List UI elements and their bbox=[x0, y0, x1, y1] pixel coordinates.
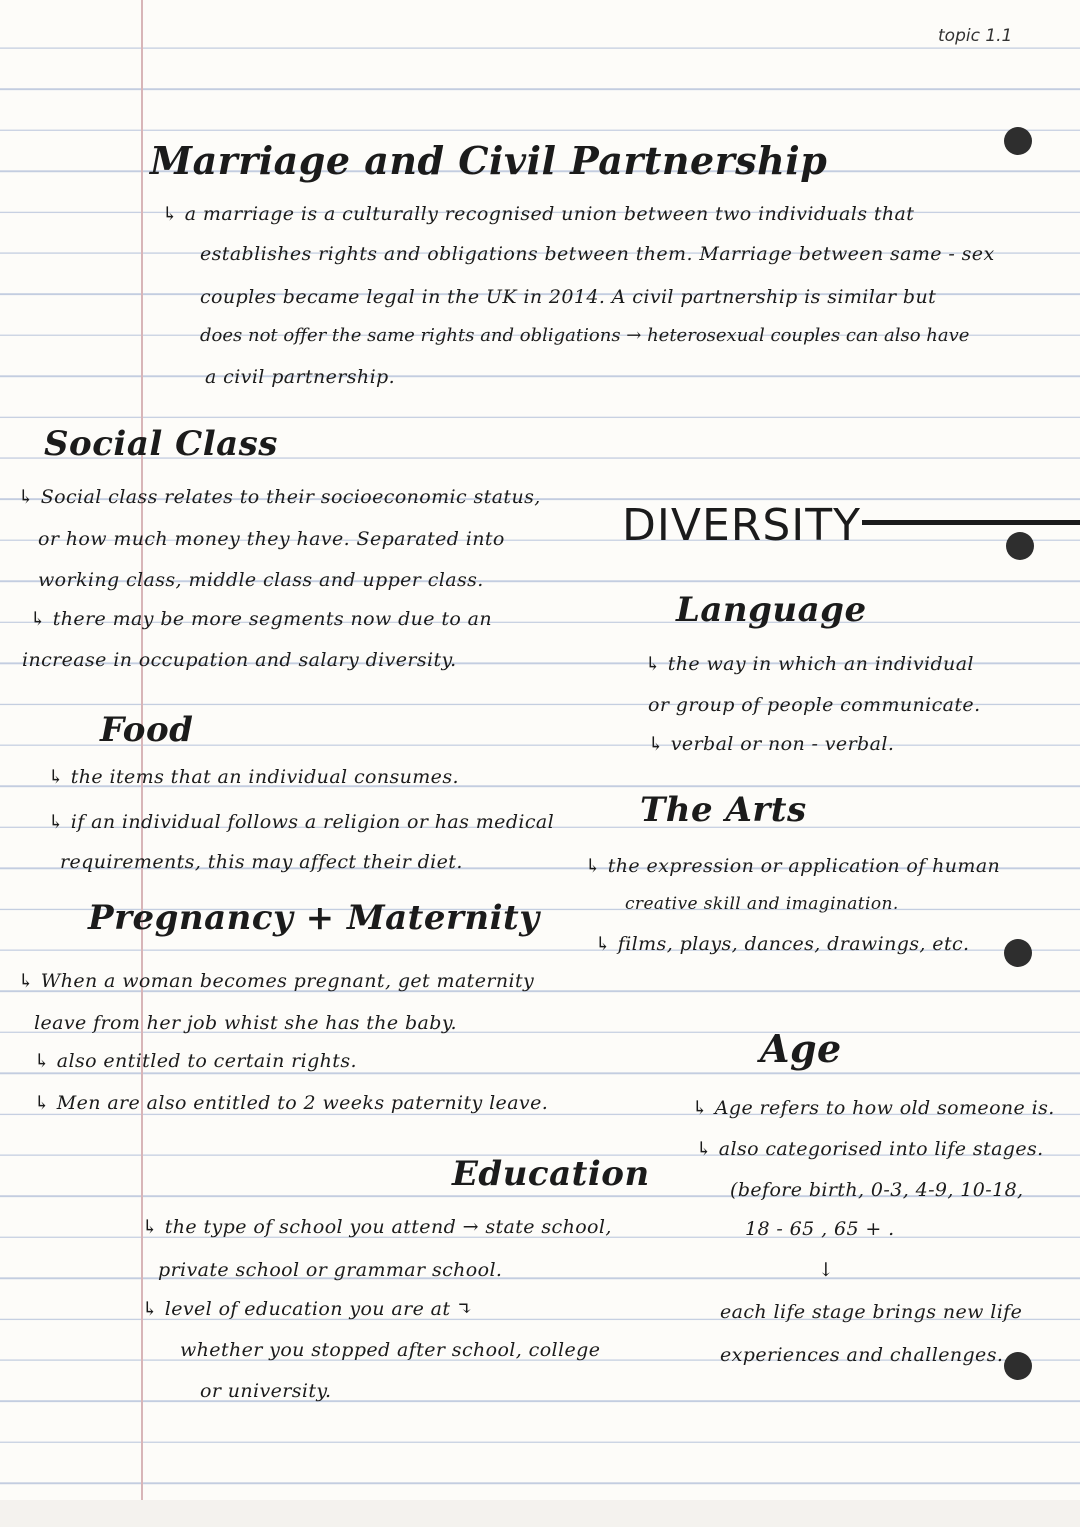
food-line: requirements, this may affect their diet. bbox=[60, 851, 463, 873]
page-bottom-edge bbox=[0, 1500, 1080, 1527]
marriage-line: ↳ a marriage is a culturally recognised union between two individuals that bbox=[162, 203, 915, 225]
diversity-title: DIVERSITY bbox=[622, 500, 861, 551]
punch-hole-icon bbox=[1006, 532, 1034, 560]
age-heading: Age bbox=[760, 1026, 842, 1071]
food-line: ↳ if an individual follows a religion or has medical bbox=[48, 811, 555, 833]
the-arts-line: creative skill and imagination. bbox=[625, 894, 899, 914]
marriage-line: establishes rights and obligations between them. Marriage between same - sex bbox=[200, 243, 995, 265]
social-class-heading: Social Class bbox=[44, 424, 278, 464]
down-arrow-icon: ↓ bbox=[818, 1259, 835, 1281]
age-line: experiences and challenges. bbox=[720, 1344, 1004, 1366]
marriage-line: couples became legal in the UK in 2014. A civil partnership is similar but bbox=[200, 286, 937, 308]
food-line: ↳ the items that an individual consumes. bbox=[48, 766, 459, 788]
food-heading: Food bbox=[100, 710, 194, 750]
language-line: or group of people communicate. bbox=[648, 694, 981, 716]
age-line: ↳ Age refers to how old someone is. bbox=[692, 1097, 1055, 1119]
age-line: 18 - 65 , 65 + . bbox=[745, 1218, 895, 1240]
education-line: whether you stopped after school, college bbox=[180, 1339, 601, 1361]
punch-hole-icon bbox=[1004, 127, 1032, 155]
margin-line bbox=[141, 0, 143, 1500]
language-line: ↳ the way in which an individual bbox=[645, 653, 974, 675]
diversity-rule bbox=[862, 520, 1080, 525]
topic-label: topic 1.1 bbox=[938, 26, 1013, 46]
punch-hole-icon bbox=[1004, 1352, 1032, 1380]
social-class-line: ↳ Social class relates to their socioeconomic status, bbox=[18, 486, 541, 508]
the-arts-line: ↳ films, plays, dances, drawings, etc. bbox=[595, 933, 970, 955]
pregnancy-heading: Pregnancy + Maternity bbox=[88, 898, 540, 938]
age-line: ↳ also categorised into life stages. bbox=[696, 1138, 1044, 1160]
marriage-line: a civil partnership. bbox=[205, 366, 396, 388]
marriage-heading: Marriage and Civil Partnership bbox=[150, 138, 828, 183]
language-line: ↳ verbal or non - verbal. bbox=[648, 733, 895, 755]
pregnancy-line: leave from her job whist she has the baby. bbox=[34, 1012, 457, 1034]
pregnancy-line: ↳ Men are also entitled to 2 weeks paternity leave. bbox=[34, 1092, 549, 1114]
pregnancy-line: ↳ When a woman becomes pregnant, get maternity bbox=[18, 970, 535, 992]
language-heading: Language bbox=[676, 590, 867, 630]
education-line: or university. bbox=[200, 1380, 332, 1402]
the-arts-line: ↳ the expression or application of human bbox=[585, 855, 1001, 877]
social-class-line: working class, middle class and upper class. bbox=[38, 569, 484, 591]
punch-hole-icon bbox=[1004, 939, 1032, 967]
education-heading: Education bbox=[452, 1154, 650, 1194]
age-line: (before birth, 0-3, 4-9, 10-18, bbox=[730, 1179, 1024, 1201]
social-class-line: increase in occupation and salary diversity. bbox=[22, 649, 457, 671]
age-line: each life stage brings new life bbox=[720, 1301, 1023, 1323]
the-arts-heading: The Arts bbox=[640, 790, 807, 830]
marriage-line: does not offer the same rights and obligations → heterosexual couples can also have bbox=[200, 325, 970, 346]
education-line: ↳ the type of school you attend → state school, bbox=[142, 1216, 612, 1238]
social-class-line: or how much money they have. Separated into bbox=[38, 528, 505, 550]
social-class-line: ↳ there may be more segments now due to an bbox=[30, 608, 493, 630]
education-line: ↳ level of education you are at ↴ bbox=[142, 1298, 474, 1320]
pregnancy-line: ↳ also entitled to certain rights. bbox=[34, 1050, 357, 1072]
education-line: private school or grammar school. bbox=[158, 1259, 503, 1281]
